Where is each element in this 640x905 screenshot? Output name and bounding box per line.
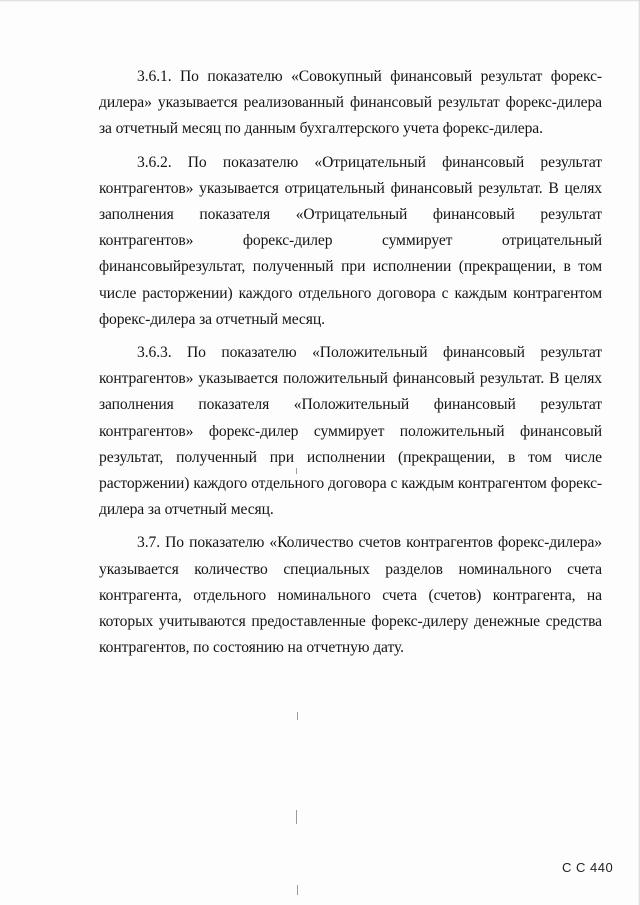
scan-edge-top bbox=[0, 0, 640, 2]
scan-artifact bbox=[296, 810, 297, 824]
page-number: С С 440 bbox=[562, 860, 614, 875]
scan-artifact bbox=[297, 712, 298, 720]
scan-artifact bbox=[297, 885, 298, 895]
paragraph-3-6-3: 3.6.3. По показателю «Положительный финансовый результат контрагентов» указывается положительный финансовый результат. В целях заполнения показателя «Положительный финансовый результат контрагентов» форекс-дилер суммирует положительный финансовый результат, полученный при исполнении (прекращении, в том числе расторжении) каждого отдельного договора с каждым контрагентом форекс-дилера за отчетный месяц. bbox=[99, 344, 602, 519]
paragraph-3-7: 3.7. По показателю «Количество счетов контрагентов форекс-дилера» указывается количество специальных разделов номинального счета контрагента, отдельного номинального счета (счетов) контрагента, на которых учитываются предоставленные форекс-дилеру денежные средства контрагентов, по состоянию на отчетную дату. bbox=[99, 534, 602, 657]
paragraph-3-6-2: 3.6.2. По показателю «Отрицательный финансовый результат контрагентов» указывается отрицательный финансовый результат. В целях заполнения показателя «Отрицательный финансовый результат контрагентов» форекс-дилер суммирует отрицательный финансовыйрезультат, полученный при исполнении (прекращении, в том числе расторжении) каждого отдельного договора с каждым контрагентом форекс-дилера за отчетный месяц. bbox=[99, 153, 602, 328]
document-body bbox=[99, 64, 602, 668]
paragraph-3-6-1: 3.6.1. По показателю «Совокупный финансовый результат форекс-дилера» указывается реализованный финансовый результат форекс-дилера за отчетный месяц по данным бухгалтерского учета форекс-дилера. bbox=[99, 68, 602, 138]
scan-artifact bbox=[296, 468, 297, 474]
